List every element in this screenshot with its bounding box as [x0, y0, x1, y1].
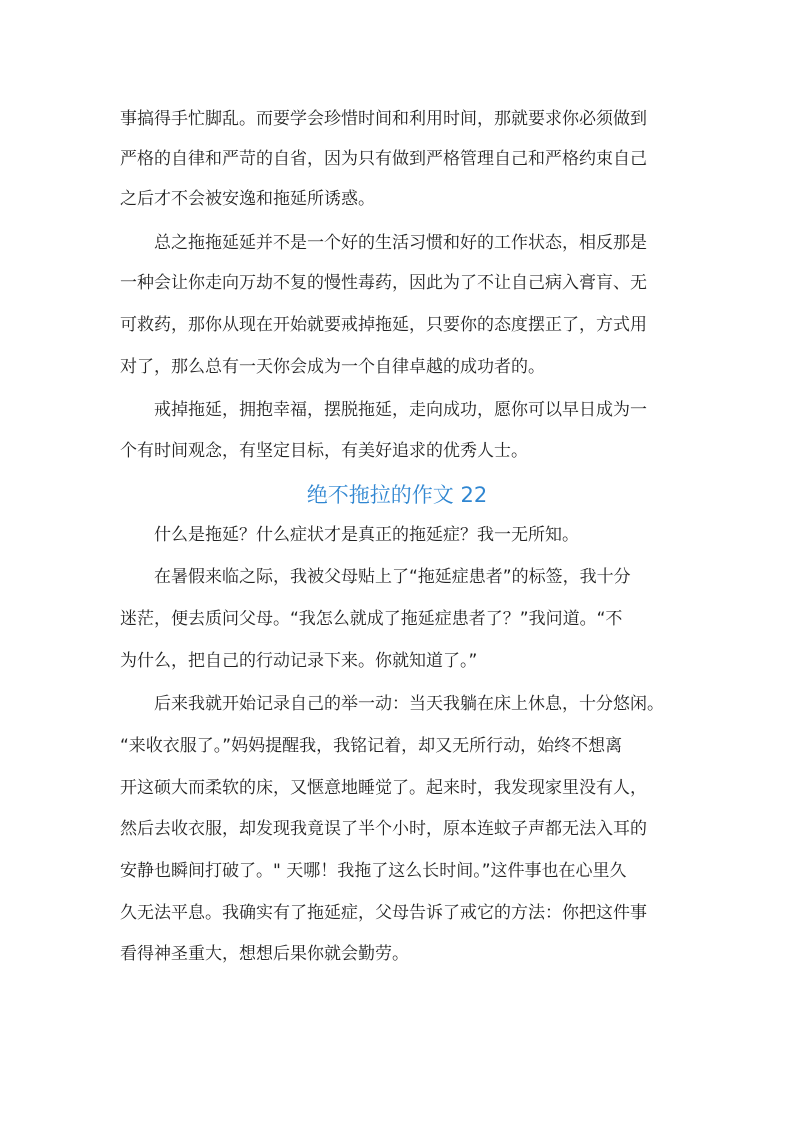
paragraph-line: 可救药，那你从现在开始就要戒掉拖延，只要你的态度摆正了，方式用	[120, 315, 647, 335]
paragraph-line: 然后去收衣服，却发现我竟误了半个小时，原本连蚊子声都无法入耳的	[120, 819, 647, 839]
paragraph-line: 对了，那么总有一天你会成为一个自律卓越的成功者的。	[120, 357, 545, 377]
paragraph-line: 事搞得手忙脚乱。而要学会珍惜时间和利用时间，那就要求你必须做到	[120, 109, 647, 129]
paragraph-line: 开这硕大而柔软的床，又惬意地睡觉了。起来时，我发现家里没有人，	[120, 778, 647, 798]
paragraph-line: 个有时间观念，有坚定目标，有美好追求的优秀人士。	[120, 441, 528, 461]
section-title: 绝不拖拉的作文 22	[306, 483, 488, 507]
paragraph-line: 安静也瞬间打破了。" 天哪！我拖了这么长时间。”这件事也在心里久	[120, 861, 627, 881]
paragraph-line: 久无法平息。我确实有了拖延症，父母告诉了戒它的方法：你把这件事	[120, 903, 647, 923]
paragraph-line: 为什么，把自己的行动记录下来。你就知道了。”	[120, 651, 478, 671]
paragraph-line: 看得神圣重大，想想后果你就会勤劳。	[120, 944, 409, 964]
paragraph-line: 戒掉拖延，拥抱幸福，摆脱拖延，走向成功，愿你可以早日成为一	[120, 400, 647, 420]
paragraph-line: 一种会让你走向万劫不复的慢性毒药，因此为了不让自己病入膏肓、无	[120, 273, 647, 293]
paragraph-line: 迷茫，便去质问父母。“我怎么就成了拖延症患者了？”我问道。“不	[120, 609, 623, 629]
paragraph-line: 严格的自律和严苛的自省，因为只有做到严格管理自己和严格约束自己	[120, 149, 647, 169]
paragraph-line: 在暑假来临之际，我被父母贴上了“拖延症患者”的标签，我十分	[120, 567, 631, 587]
paragraph-line: 什么是拖延？什么症状才是真正的拖延症？我一无所知。	[120, 525, 579, 545]
paragraph-line: “来收衣服了。”妈妈提醒我，我铭记着，却又无所行动，始终不想离	[120, 736, 623, 756]
paragraph-line: 总之拖拖延延并不是一个好的生活习惯和好的工作状态，相反那是	[120, 233, 647, 253]
paragraph-line: 后来我就开始记录自己的举一动：当天我躺在床上休息，十分悠闲。	[120, 694, 664, 714]
paragraph-line: 之后才不会被安逸和拖延所诱惑。	[120, 189, 375, 209]
